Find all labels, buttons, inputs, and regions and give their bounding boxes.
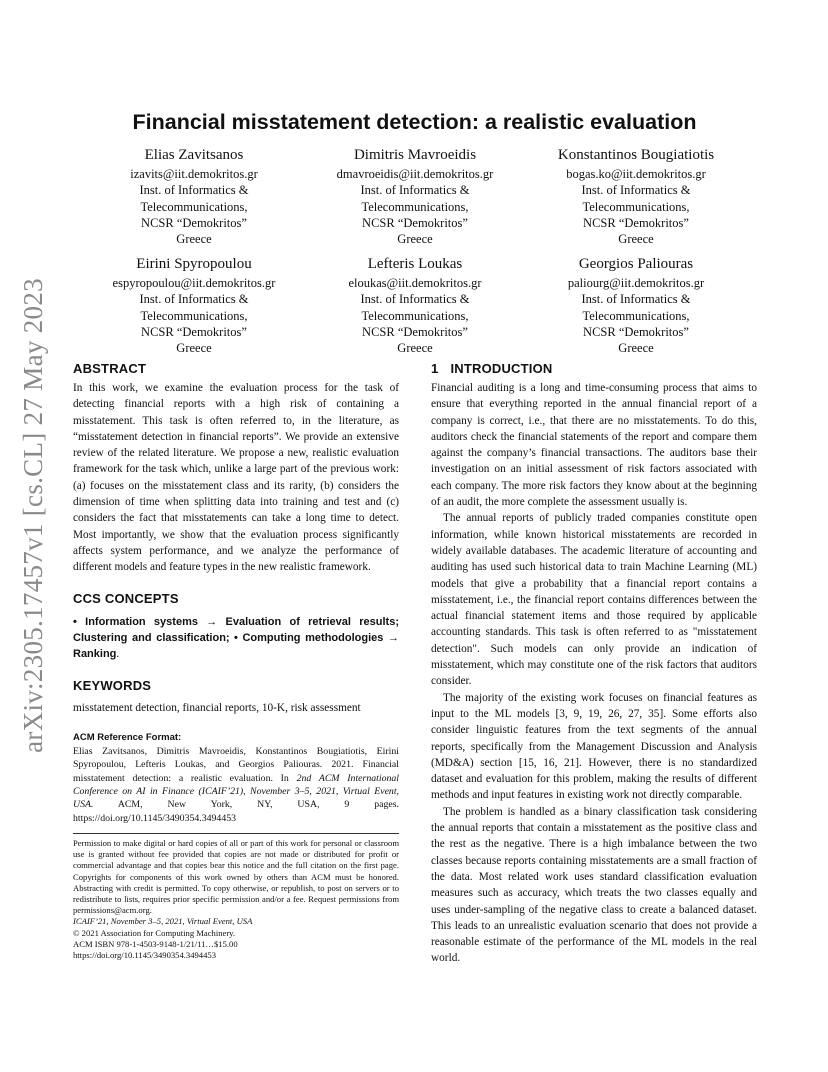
arxiv-stamp <box>8 277 58 753</box>
author-affiliation: Telecommunications, <box>140 308 248 323</box>
author-name: Georgios Paliouras <box>578 256 694 272</box>
author-name: Konstantinos Bougiatiotis <box>557 147 715 163</box>
author-affiliation: Telecommunications, <box>361 308 469 323</box>
author-affiliation: Telecommunications, <box>140 199 248 214</box>
author-email: dmavroeidis@iit.demokritos.gr <box>336 167 494 181</box>
reference-format-heading: ACM Reference Format: <box>73 731 182 743</box>
intro-paragraph: Financial auditing is a long and time-consuming process that aims to ensure that everything reported in the annual financial report of a company is correct, i.e., that there are no misstatements. To do this, auditors check the financial statements of the report and compare them against the company’s financial transactions. The auditors base their investigation on an initial assessment of risk factors associated with each company. The more risk factors they know about at the beginning of an audit, the more complete the assessment usually is. <box>431 382 757 509</box>
isbn-line: ACM ISBN 978-1-4503-9148-1/21/11…$15.00 <box>73 938 238 949</box>
author-email: bogas.ko@iit.demokritos.gr <box>566 167 706 181</box>
right-column <box>431 361 757 967</box>
abstract-text: In this work, we examine the evaluation process for the task of detecting financial reports with a high risk of containing a misstatement. This task is often referred to, in the literature, as “misstatement detection in financial reports”. We provide an extensive review of the related literature. We propose a new, realistic evaluation framework for the task which, unlike a large part of the previous work: (a) focuses on the misstatement class and its rarity, (b) considers the dimension of time when splitting data into training and test and (c) considers the fact that misstatements can take a long time to detect. Most importantly, we show that the evaluation process significantly affects system performance, and we analyze the performance of different models and feature types in the new realistic framework. <box>73 382 399 574</box>
copyright-line: © 2021 Association for Computing Machinery. <box>73 927 236 938</box>
section-title: INTRODUCTION <box>450 361 553 376</box>
ccs-end: . <box>116 648 120 661</box>
keywords-text: misstatement detection, financial reports, 10-K, risk assessment <box>73 702 361 715</box>
author-country: Greece <box>397 341 433 356</box>
author-block <box>74 146 314 247</box>
reference-authors: Elias Zavitsanos, Dimitris Mavroeidis, Konstantinos Bougiatiotis, Eirini Spyropoulou, Lefteris Loukas, and Georgios Paliouras. 2021. Financial misstatement detection: a realistic evaluation. In <box>73 745 399 784</box>
conference-line: ICAIF’21, November 3–5, 2021, Virtual Event, USA <box>73 916 253 927</box>
keywords-heading: KEYWORDS <box>73 678 152 694</box>
paper-title: Financial misstatement detection: a realistic evaluation <box>132 110 697 134</box>
left-column <box>73 361 399 825</box>
author-affiliation: NCSR “Demokritos” <box>583 324 689 339</box>
author-affiliation: Telecommunications, <box>582 308 690 323</box>
author-email: paliourg@iit.demokritos.gr <box>567 276 705 290</box>
author-email: izavits@iit.demokritos.gr <box>130 167 258 181</box>
arxiv-stamp-text: arXiv:2305.17457v1 [cs.CL] 27 May 2023 <box>17 277 48 753</box>
abstract-heading: ABSTRACT <box>73 361 147 376</box>
reference-format-text <box>73 745 399 825</box>
author-affiliation: Inst. of Informatics & <box>360 183 470 198</box>
ccs-item-information-systems: • Information systems → Evaluation of retrieval results; Clustering and classification; <box>73 615 399 644</box>
author-affiliation: NCSR “Demokritos” <box>362 215 468 230</box>
footnote-divider <box>73 833 399 834</box>
author-block <box>295 255 535 356</box>
section-number: 1 <box>431 361 439 376</box>
author-block <box>516 146 756 247</box>
intro-paragraph: The problem is handled as a binary classification task considering the annual reports that contain a misstatement as the positive class and the rest as the negative. There is a high imbalance between the two classes because reports containing misstatements are a small fraction of the data. Most related work uses standard classification evaluation measures such as accuracy, which treats the two classes equally and uses under-sampling of the negative class to create a balanced dataset. This leads to an unrealistic evaluation scenario that does not provide a reasonable estimate of the performance of the ML models in the real world. <box>431 805 757 965</box>
author-affiliation: Telecommunications, <box>361 199 469 214</box>
reference-venue: 2nd ACM International Conference on AI in Finance (ICAIF’21), November 3–5, 2021, Virtual Event, USA. <box>73 772 399 811</box>
author-email: eloukas@iit.demokritos.gr <box>348 276 482 290</box>
author-affiliation: Inst. of Informatics & <box>581 183 691 198</box>
author-affiliation: Inst. of Informatics & <box>581 292 691 307</box>
doi-link[interactable]: https://doi.org/10.1145/3490354.3494453 <box>73 950 216 961</box>
author-name: Lefteris Loukas <box>367 256 463 272</box>
author-affiliation: Inst. of Informatics & <box>360 292 470 307</box>
author-block <box>74 255 314 356</box>
author-block <box>295 146 535 247</box>
author-country: Greece <box>397 232 433 247</box>
author-email: espyropoulou@iit.demokritos.gr <box>112 276 276 290</box>
intro-paragraph: The annual reports of publicly traded companies constitute open information, while known historical misstatements are recorded in widely available databases. The academic literature of accounting and auditing has used such historical data to train Machine Learning (ML) models that give a probability that a financial report contains a misstatement, i.e., the financial report contains differences between the actual financial statement items and those required by applicable accounting standards. This task is often referred to as "misstatement detection". Such models can only provide an indication of misstatement, which may constitute one of the risk factors that auditors consider. <box>431 512 757 688</box>
author-name: Eirini Spyropoulou <box>136 256 252 272</box>
author-affiliation: NCSR “Demokritos” <box>362 324 468 339</box>
author-country: Greece <box>618 232 654 247</box>
author-affiliation: NCSR “Demokritos” <box>583 215 689 230</box>
ccs-heading: CCS CONCEPTS <box>73 590 179 606</box>
author-name: Dimitris Mavroeidis <box>353 147 477 163</box>
author-affiliation: NCSR “Demokritos” <box>141 215 247 230</box>
author-block <box>516 255 756 356</box>
author-name: Elias Zavitsanos <box>144 147 244 163</box>
intro-paragraph: The majority of the existing work focuses on financial features as input to the ML models [3, 9, 19, 26, 27, 35]. Some efforts also consider linguistic features from the text segments of the annual reports, specifically from the Management Discussion and Analysis (MD&A) section [15, 16, 21]. However, there is no standardized dataset and evaluation for this problem, making the results of different methods and input features in existing work not directly comparable. <box>431 691 757 802</box>
copyright-footnote <box>73 838 399 961</box>
reference-tail: ACM, New York, NY, USA, 9 pages. https://doi.org/10.1145/3490354.3494453 <box>73 799 399 824</box>
permission-notice: Permission to make digital or hard copies of all or part of this work for personal or classroom use is granted without fee provided that copies are not made or distributed for profit or commercial advantage and that copies bear this notice and the full citation on the first page. Copyrights for components of this work owned by others than ACM must be honored. Abstracting with credit is permitted. To copy otherwise, or republish, to post on servers or to redistribute to lists, requires prior specific permission and/or a fee. Request permissions from permissions@acm.org. <box>73 838 399 916</box>
author-affiliation: Inst. of Informatics & <box>139 292 249 307</box>
ccs-concepts <box>73 614 399 663</box>
author-affiliation: NCSR “Demokritos” <box>141 324 247 339</box>
author-affiliation: Inst. of Informatics & <box>139 183 249 198</box>
ccs-item-computing-methodologies: • Computing methodologies → Ranking <box>73 631 399 661</box>
author-country: Greece <box>618 341 654 356</box>
author-country: Greece <box>176 341 212 356</box>
introduction-heading <box>431 361 757 377</box>
author-country: Greece <box>176 232 212 247</box>
author-affiliation: Telecommunications, <box>582 199 690 214</box>
